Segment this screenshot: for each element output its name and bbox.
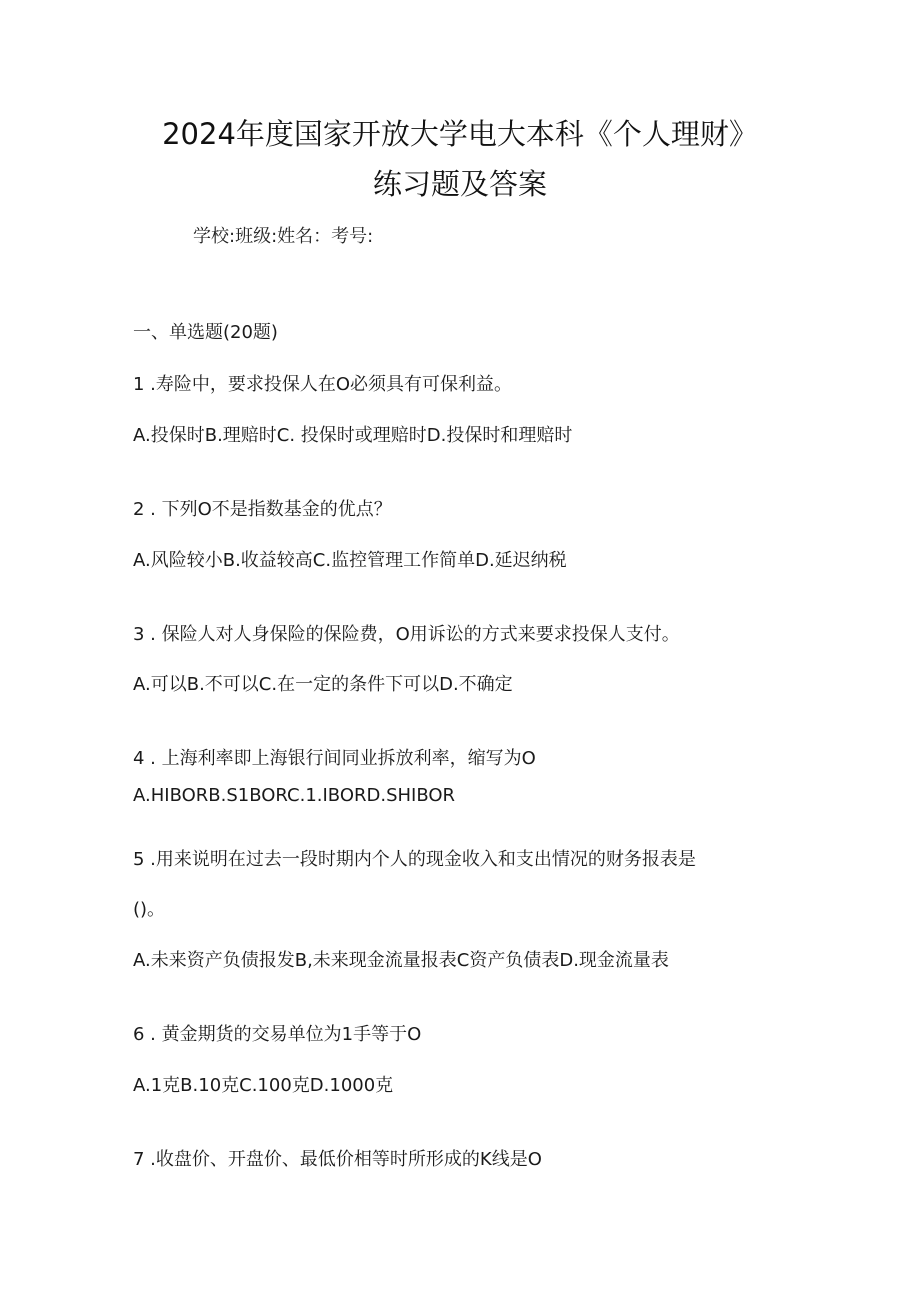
question-2-options: A.风险较小B.收益较高C.监控管理工作简单D.延迟纳税 [133, 550, 567, 571]
question-2-text: 2 . 下列O不是指数基金的优点？ [133, 499, 392, 520]
question-3-options: A.可以B.不可以C.在一定的条件下可以D.不确定 [133, 674, 513, 695]
question-5-text: 5 .用来说明在过去一段时期内个人的现金收入和支出情况的财务报表是 [133, 849, 696, 870]
document-title-line-2: 练习题及答案 [372, 167, 547, 201]
section-heading: 一、单选题(20题) [133, 322, 278, 343]
question-6-options: A.1克B.10克C.100克D.1000克 [133, 1075, 394, 1096]
question-5-options: A.未来资产负债报发B,未来现金流量报表C资产负债表D.现金流量表 [133, 950, 669, 971]
question-3-text: 3 . 保险人对人身保险的保险费，O用诉讼的方式来要求投保人支付。 [133, 624, 680, 645]
question-5-text-continued: ()。 [133, 899, 166, 920]
student-info-line: 学校:班级:姓名：考号: [193, 226, 374, 247]
question-6-text: 6 . 黄金期货的交易单位为1手等于O [133, 1024, 422, 1045]
question-4-options: A.HIBORB.S1BORC.1.IBORD.SHIBOR [133, 785, 456, 806]
document-title-line-1: 2024年度国家开放大学电大本科《个人理财》 [162, 117, 758, 151]
question-1-text: 1 .寿险中，要求投保人在O必须具有可保利益。 [133, 374, 513, 395]
question-4-text: 4 . 上海利率即上海银行间同业拆放利率，缩写为O [133, 748, 536, 769]
question-7-text: 7 .收盘价、开盘价、最低价相等时所形成的K线是O [133, 1149, 542, 1170]
question-1-options: A.投保时B.理赔时C. 投保时或理赔时D.投保时和理赔时 [133, 425, 573, 446]
